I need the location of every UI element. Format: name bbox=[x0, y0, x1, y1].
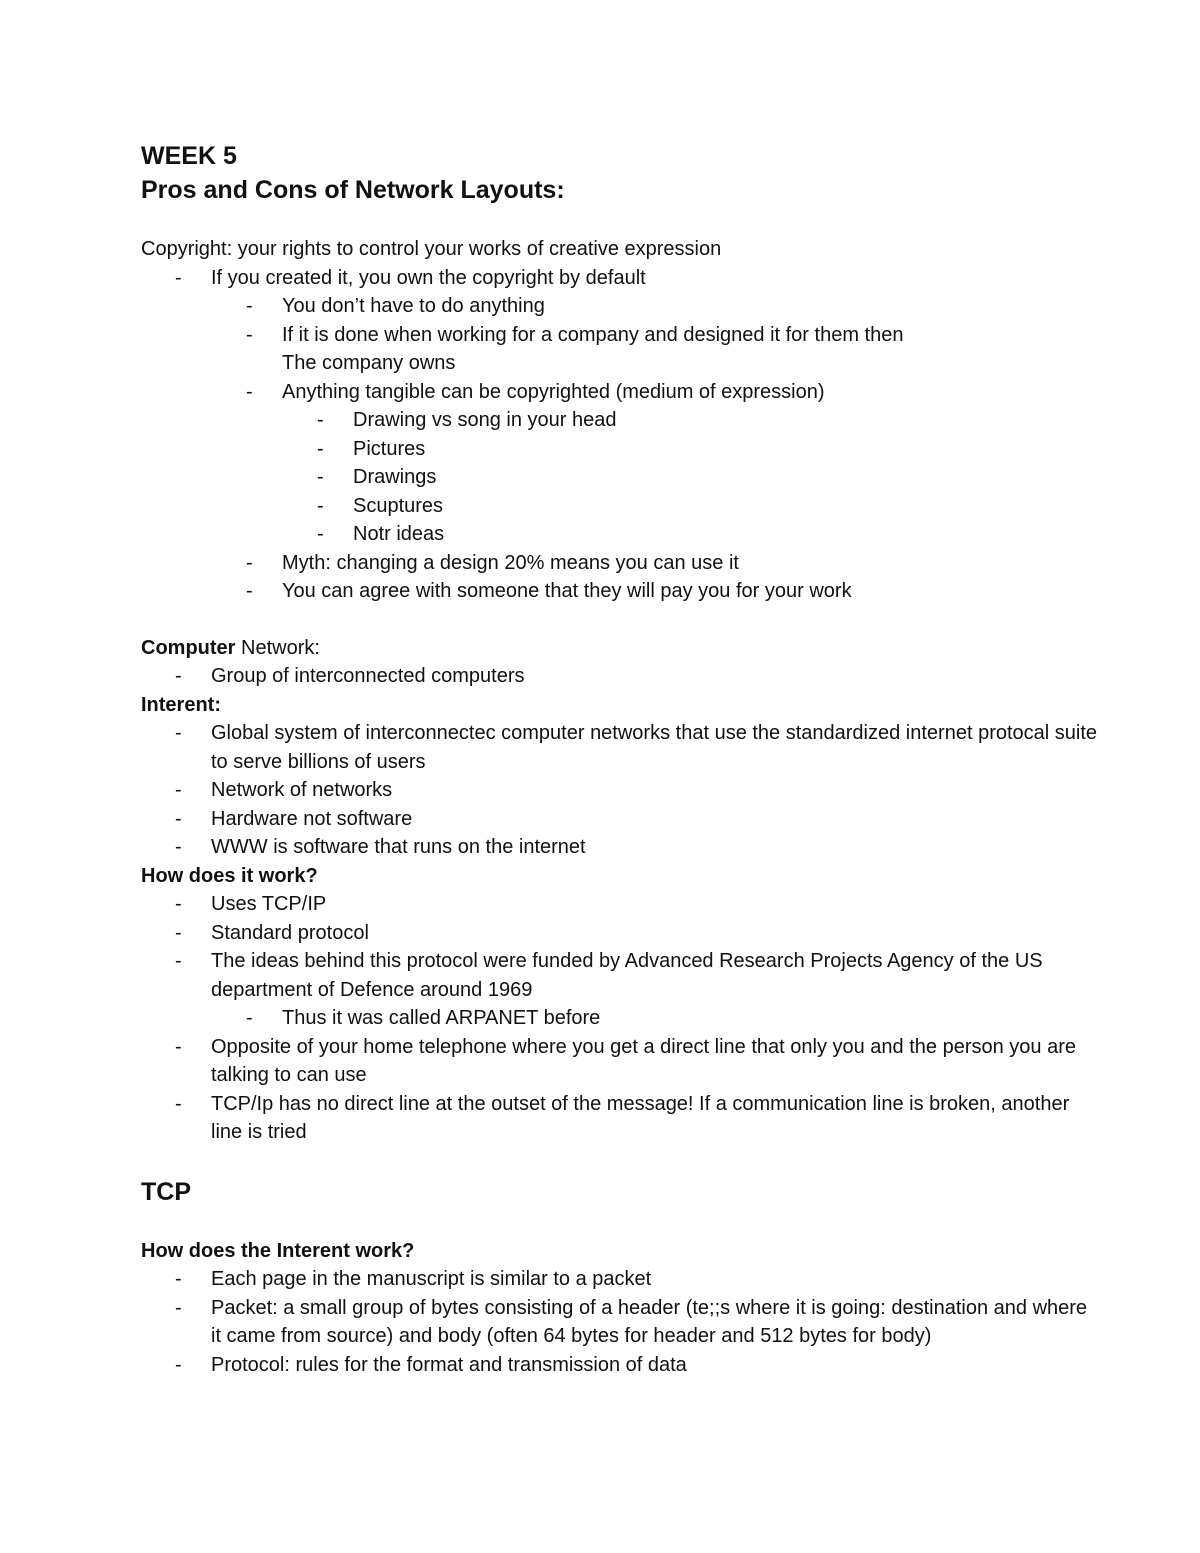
list-item-text: - You don’t have to do anything bbox=[282, 295, 545, 317]
list-item bbox=[141, 919, 1101, 948]
list-item bbox=[141, 378, 1101, 407]
list-item bbox=[141, 805, 1101, 834]
copyright-sublist bbox=[141, 292, 1101, 406]
list-item bbox=[141, 1090, 1101, 1147]
document-page bbox=[141, 139, 1101, 1379]
list-item bbox=[141, 435, 1101, 464]
list-item-text: - Each page in the manuscript is similar to a packet bbox=[211, 1268, 652, 1290]
spacer bbox=[141, 1209, 1101, 1237]
list-item bbox=[141, 463, 1101, 492]
how-it-works-list bbox=[141, 890, 1101, 1004]
computer-network-label-bold: Computer bbox=[141, 636, 236, 659]
tcp-question-heading: How does the Interent work? bbox=[141, 1239, 415, 1262]
list-item bbox=[141, 1265, 1101, 1294]
list-item bbox=[141, 406, 1101, 435]
list-item bbox=[141, 890, 1101, 919]
list-item bbox=[141, 520, 1101, 549]
list-item-text: - WWW is software that runs on the internet bbox=[211, 836, 586, 858]
list-item-text: - Pictures bbox=[353, 437, 426, 460]
list-item bbox=[141, 264, 1101, 293]
list-item-text: - Notr ideas bbox=[353, 523, 445, 545]
list-item-text: - Thus it was called ARPANET before bbox=[282, 1007, 601, 1029]
computer-network-heading bbox=[141, 634, 1101, 663]
list-item bbox=[141, 549, 1101, 578]
list-item-text: - Hardware not software bbox=[211, 807, 413, 830]
list-item-text: - Network of networks bbox=[211, 779, 393, 801]
spacer bbox=[141, 606, 1101, 634]
list-item bbox=[141, 321, 1101, 378]
list-item-text: - If it is done when working for a company and designed it for them then bbox=[282, 323, 904, 346]
how-it-works-heading: How does it work? bbox=[141, 864, 318, 887]
list-item-text: - The ideas behind this protocol were funded by Advanced Research Projects Agency of the US department of Defence around 1969 bbox=[211, 950, 1043, 1001]
list-item bbox=[141, 1033, 1101, 1090]
list-item bbox=[141, 577, 1101, 606]
spacer bbox=[141, 1147, 1101, 1175]
list-item-text: - Packet: a small group of bytes consisting of a header (te;;s where it is going: destination and where it came from source) and body (often 64 bytes for header and 512 bytes for body) bbox=[211, 1296, 1088, 1347]
how-it-works-sublist bbox=[141, 1004, 1101, 1033]
list-item-text-continued: The company owns bbox=[282, 352, 456, 374]
list-item-text: - Standard protocol bbox=[211, 921, 369, 944]
list-item bbox=[141, 1004, 1101, 1033]
list-item-text: - You can agree with someone that they will pay you for your work bbox=[282, 580, 852, 602]
list-item-text: - Myth: changing a design 20% means you can use it bbox=[282, 551, 739, 574]
list-item-text: - Uses TCP/IP bbox=[211, 893, 327, 915]
list-item-text: - Protocol: rules for the format and transmission of data bbox=[211, 1353, 687, 1376]
list-item bbox=[141, 833, 1101, 862]
list-item-text: - Drawing vs song in your head bbox=[353, 409, 617, 431]
list-item bbox=[141, 1294, 1101, 1351]
computer-network-list bbox=[141, 662, 1101, 691]
list-item bbox=[141, 492, 1101, 521]
copyright-intro: Copyright: your rights to control your works of creative expression bbox=[141, 238, 722, 260]
tcp-heading: TCP bbox=[141, 1177, 191, 1206]
list-item-text: - Opposite of your home telephone where you get a direct line that only you and the person you are talking to can use bbox=[211, 1035, 1076, 1086]
copyright-subsublist bbox=[141, 406, 1101, 549]
list-item-text: - Anything tangible can be copyrighted (medium of expression) bbox=[282, 380, 825, 403]
copyright-sublist-2 bbox=[141, 549, 1101, 606]
how-it-works-list-2 bbox=[141, 1033, 1101, 1147]
tcp-list bbox=[141, 1265, 1101, 1379]
copyright-list bbox=[141, 264, 1101, 293]
list-item bbox=[141, 776, 1101, 805]
list-item bbox=[141, 947, 1101, 1004]
list-item bbox=[141, 719, 1101, 776]
page-title: Pros and Cons of Network Layouts: bbox=[141, 176, 565, 204]
spacer bbox=[141, 207, 1101, 235]
week-heading: WEEK 5 bbox=[141, 142, 237, 170]
interent-list bbox=[141, 719, 1101, 862]
list-item-text: - Global system of interconnectec computer networks that use the standardized internet protocal suite to serve billions of users bbox=[211, 722, 1098, 773]
list-item-text: - If you created it, you own the copyright by default bbox=[211, 266, 646, 289]
list-item-text: - Drawings bbox=[353, 466, 437, 488]
list-item-text: - Scuptures bbox=[353, 494, 444, 517]
interent-heading: Interent: bbox=[141, 693, 221, 716]
list-item bbox=[141, 1351, 1101, 1380]
computer-network-label-rest: Network: bbox=[235, 636, 320, 659]
list-item-text: - TCP/Ip has no direct line at the outset of the message! If a communication line is broken, another line is tried bbox=[211, 1092, 1070, 1143]
list-item-text: - Group of interconnected computers bbox=[211, 665, 525, 687]
list-item bbox=[141, 662, 1101, 691]
list-item bbox=[141, 292, 1101, 321]
